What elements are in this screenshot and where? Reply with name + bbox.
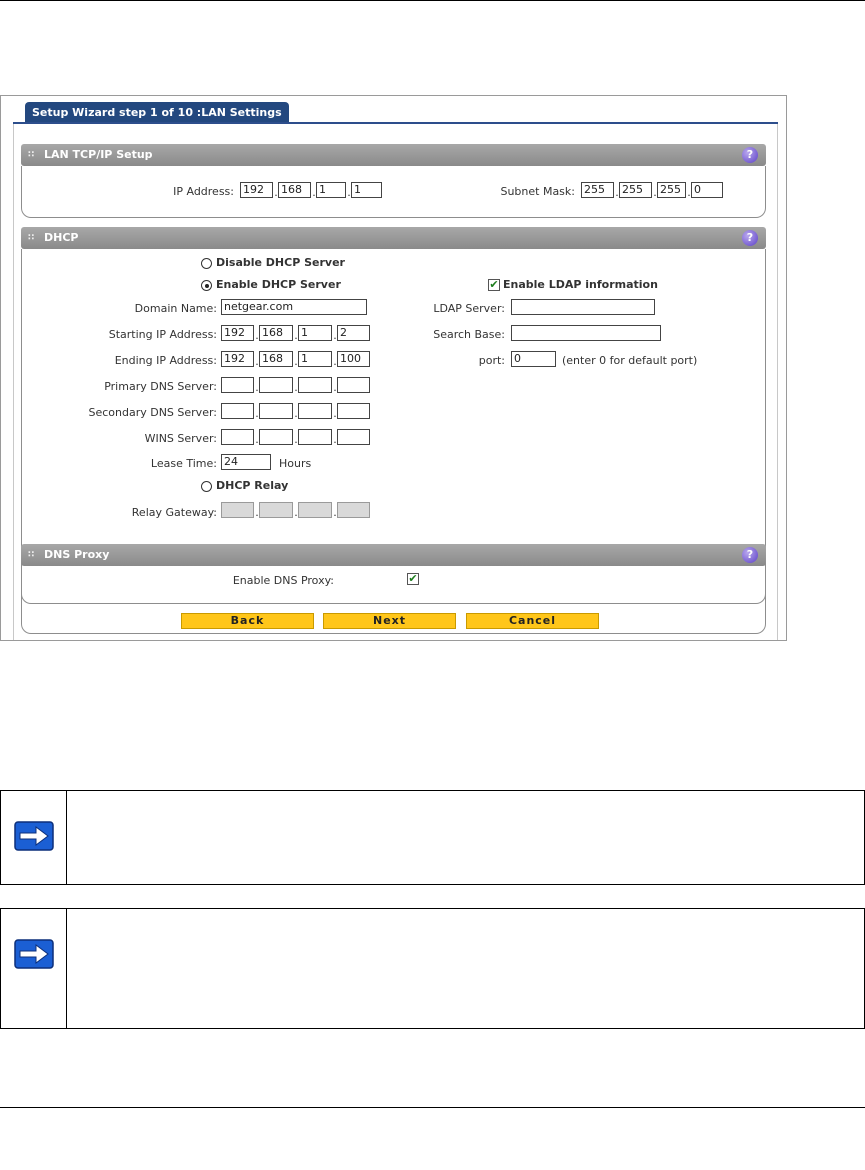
help-icon[interactable]: ? <box>742 547 758 563</box>
secondary-dns-octet-4[interactable] <box>337 403 370 419</box>
grip-icon: ∷ <box>28 150 35 160</box>
octet-dot: . <box>333 355 337 368</box>
relay-gateway-octet-2[interactable] <box>259 502 293 518</box>
port-field[interactable]: 0 <box>511 351 556 367</box>
note-box-1 <box>0 790 865 885</box>
dhcp-section-title: DHCP <box>44 231 79 244</box>
wins-octet-3[interactable] <box>298 429 332 445</box>
dns-proxy-section-title: DNS Proxy <box>44 548 110 561</box>
dns-proxy-section-body <box>21 566 766 604</box>
top-rule <box>0 0 865 1</box>
lease-time-field[interactable]: 24 <box>221 454 271 470</box>
octet-dot: . <box>333 381 337 394</box>
enable-dhcp-label: Enable DHCP Server <box>216 278 341 291</box>
octet-dot: . <box>615 186 619 199</box>
primary-dns-octet-3[interactable] <box>298 377 332 393</box>
ip-address-label: IP Address: <box>173 185 234 198</box>
ip-octet-1[interactable]: 192 <box>240 182 273 198</box>
octet-dot: . <box>255 329 259 342</box>
note-arrow-icon <box>14 821 54 851</box>
grip-icon: ∷ <box>28 233 35 243</box>
grip-icon: ∷ <box>28 550 35 560</box>
octet-dot: . <box>294 355 298 368</box>
lan-section-header <box>21 144 766 166</box>
dhcp-section-header <box>21 227 766 249</box>
octet-dot: . <box>255 381 259 394</box>
start-ip-octet-1[interactable]: 192 <box>221 325 254 341</box>
enable-dhcp-radio[interactable] <box>201 280 212 291</box>
secondary-dns-octet-2[interactable] <box>259 403 293 419</box>
mask-octet-2[interactable]: 255 <box>619 182 652 198</box>
help-icon[interactable]: ? <box>742 147 758 163</box>
tab-bar <box>1 96 786 123</box>
note-arrow-icon <box>14 939 54 969</box>
relay-gateway-octet-1[interactable] <box>221 502 254 518</box>
ldap-server-field[interactable] <box>511 299 655 315</box>
wins-octet-1[interactable] <box>221 429 254 445</box>
mask-octet-3[interactable]: 255 <box>657 182 686 198</box>
end-ip-octet-4[interactable]: 100 <box>337 351 370 367</box>
end-ip-octet-2[interactable]: 168 <box>259 351 293 367</box>
disable-dhcp-label: Disable DHCP Server <box>216 256 345 269</box>
bottom-rule <box>0 1107 865 1108</box>
secondary-dns-octet-3[interactable] <box>298 403 332 419</box>
dhcp-relay-label: DHCP Relay <box>216 479 289 492</box>
octet-dot: . <box>255 433 259 446</box>
primary-dns-octet-2[interactable] <box>259 377 293 393</box>
mask-octet-1[interactable]: 255 <box>581 182 614 198</box>
back-button[interactable]: Back <box>181 613 314 629</box>
octet-dot: . <box>255 506 259 519</box>
octet-dot: . <box>294 433 298 446</box>
octet-dot: . <box>333 329 337 342</box>
note-divider <box>66 909 67 1028</box>
domain-name-label: Domain Name: <box>134 302 217 315</box>
ip-octet-3[interactable]: 1 <box>316 182 346 198</box>
help-icon[interactable]: ? <box>742 230 758 246</box>
octet-dot: . <box>294 506 298 519</box>
octet-dot: . <box>255 355 259 368</box>
enable-dns-proxy-checkbox[interactable]: ✔ <box>408 572 418 585</box>
start-ip-octet-2[interactable]: 168 <box>259 325 293 341</box>
search-base-field[interactable] <box>511 325 661 341</box>
next-button[interactable]: Next <box>323 613 456 629</box>
octet-dot: . <box>333 506 337 519</box>
octet-dot: . <box>294 407 298 420</box>
note-box-2 <box>0 908 865 1029</box>
octet-dot: . <box>347 186 351 199</box>
domain-name-field[interactable]: netgear.com <box>221 299 367 315</box>
enable-dns-proxy-label: Enable DNS Proxy: <box>232 574 334 587</box>
octet-dot: . <box>255 407 259 420</box>
secondary-dns-octet-1[interactable] <box>221 403 254 419</box>
dns-proxy-section-header <box>21 544 766 566</box>
primary-dns-octet-1[interactable] <box>221 377 254 393</box>
port-hint: (enter 0 for default port) <box>562 354 698 367</box>
wins-octet-2[interactable] <box>259 429 293 445</box>
lease-unit-label: Hours <box>279 457 312 470</box>
tab-lan-settings[interactable]: Setup Wizard step 1 of 10 :LAN Settings <box>25 102 289 123</box>
search-base-label: Search Base: <box>433 328 505 341</box>
octet-dot: . <box>294 381 298 394</box>
port-label: port: <box>478 354 505 367</box>
octet-dot: . <box>333 407 337 420</box>
dhcp-relay-radio[interactable] <box>201 481 212 492</box>
ldap-server-label: LDAP Server: <box>433 302 505 315</box>
secondary-dns-label: Secondary DNS Server: <box>88 406 217 419</box>
ip-octet-4[interactable]: 1 <box>351 182 382 198</box>
starting-ip-label: Starting IP Address: <box>108 328 217 341</box>
end-ip-octet-1[interactable]: 192 <box>221 351 254 367</box>
note-divider <box>66 791 67 884</box>
subnet-mask-label: Subnet Mask: <box>500 185 575 198</box>
relay-gateway-label: Relay Gateway: <box>131 506 217 519</box>
cancel-button[interactable]: Cancel <box>466 613 599 629</box>
octet-dot: . <box>312 186 316 199</box>
ending-ip-label: Ending IP Address: <box>114 354 217 367</box>
octet-dot: . <box>333 433 337 446</box>
primary-dns-label: Primary DNS Server: <box>104 380 217 393</box>
start-ip-octet-4[interactable]: 2 <box>337 325 370 341</box>
mask-octet-4[interactable]: 0 <box>691 182 723 198</box>
octet-dot: . <box>653 186 657 199</box>
setup-wizard-screenshot <box>0 95 787 641</box>
relay-gateway-octet-4[interactable] <box>337 502 370 518</box>
wins-server-label: WINS Server: <box>144 432 217 445</box>
wins-octet-4[interactable] <box>337 429 370 445</box>
lan-section-title: LAN TCP/IP Setup <box>44 148 153 161</box>
octet-dot: . <box>687 186 691 199</box>
end-ip-octet-3[interactable]: 1 <box>298 351 332 367</box>
start-ip-octet-3[interactable]: 1 <box>298 325 332 341</box>
enable-ldap-checkbox[interactable]: ✔ <box>489 278 499 291</box>
octet-dot: . <box>294 329 298 342</box>
lease-time-label: Lease Time: <box>150 457 217 470</box>
ip-octet-2[interactable]: 168 <box>278 182 311 198</box>
primary-dns-octet-4[interactable] <box>337 377 370 393</box>
octet-dot: . <box>274 186 278 199</box>
disable-dhcp-radio[interactable] <box>201 258 212 269</box>
relay-gateway-octet-3[interactable] <box>298 502 332 518</box>
enable-ldap-label: Enable LDAP information <box>503 278 658 291</box>
